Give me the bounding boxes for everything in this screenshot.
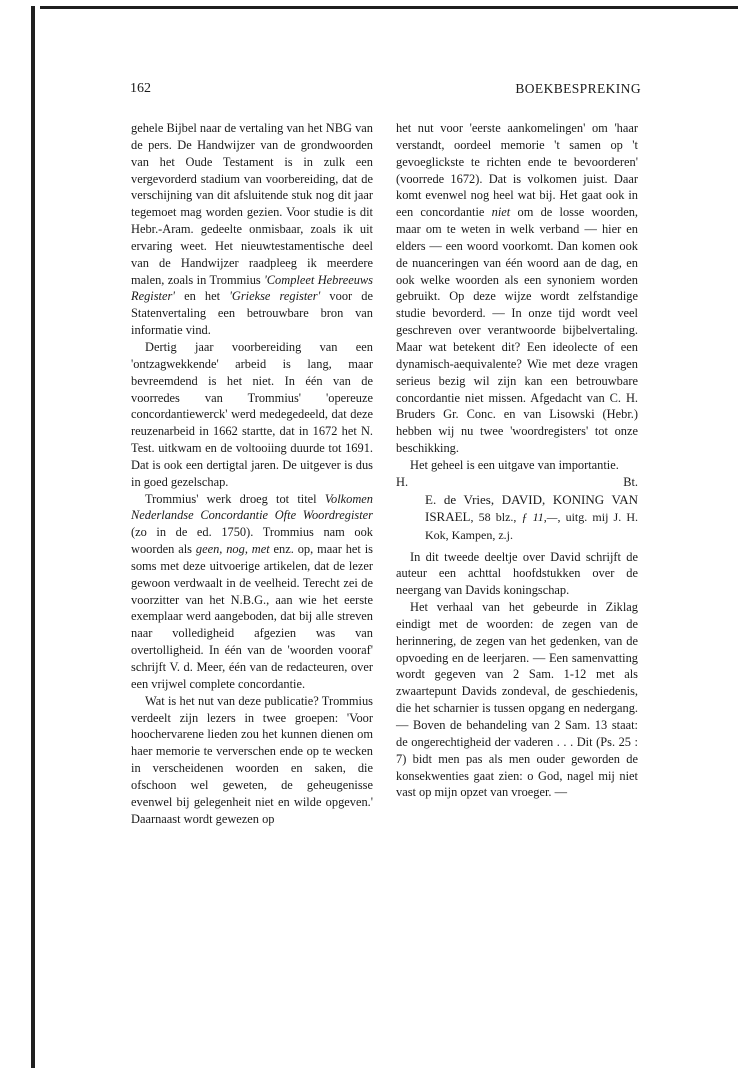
right-column (396, 120, 638, 801)
scan-edge-left (31, 6, 35, 1068)
paragraph: Het verhaal van het gebeurde in Ziklag eindigt met de woorden: de zegen van de herinnering, de zegen van het gedenken, van de opvoeding en de leerjaren. — Een samenvatting wordt gegeven van 2 Sam. 1-12 met als zwaartepunt Davids zondeval, de geschiedenis, die het scharnier is tussen opgang en nedergang. — Boven de behandeling van 2 Sam. 13 staat: de ongerechtigheid der vaderen . . . Dit (Ps. 25 : 7) bidt men pas als men ouder geworden de konsekwenties gaat zien: o God, nagel mij niet vast op mijn opzet van vroeger. — (396, 600, 638, 800)
text-run: Trommius' werk droeg tot titel (145, 491, 325, 506)
italic-title: 'Compleet Hebreeuws Register' (131, 272, 373, 304)
paragraph: In dit tweede deeltje over David schrijft de auteur een achttal hoofdstukken over de neergang van Davids koningschap. (396, 549, 638, 598)
book-reference (396, 491, 638, 544)
book-author: E. de Vries, (425, 491, 502, 507)
paragraph: Wat is het nut van deze publicatie? Trommius verdeelt zijn lezers in twee groepen: 'Voor hoochervarene lieden zou het kunnen dienen om haer memorie te ververschen ende op te wecken in verscheidenen woorden en saken, die ofschoon wel geweten, de geheugenisse evenwel bij gelegenheit niet en wilde opgeven.' Daarnaast wordt gewezen op (131, 693, 373, 826)
italic-word: niet (491, 205, 511, 220)
book-publisher: , uitg. mij J. H. Kok, Kampen, z.j. (425, 509, 638, 542)
left-column (131, 120, 373, 827)
text-run: enz. op, maar het is soms met deze uitvoerige artikelen, dat de lezer gewoon verdwaalt in de veelheid. Terecht zei de voorzitter van het N.B.G., aan wie het eerste exemplaar werd aangeboden, dat bij alle streven naar volledigheid afgezien was van overtolligheid. In één van de 'woorden vooraf' schrijft V. d. Meer, één van de redacteuren, over een vrijwel complete concordantie. (131, 542, 373, 691)
book-price: ƒ 11,— (521, 509, 558, 524)
book-title: DAVID, KONING VAN ISRAEL (425, 491, 638, 524)
paragraph (396, 120, 638, 457)
text-run: gehele Bijbel naar de vertaling van het NBG van de pers. De Handwijzer van de grondwoorden van het Oude Testament is in zulk een vergevorderd stadium van voorbereiding, dat de verschijning van dit afsluitende stuk nog dit jaar tegemoet mag worden gezien. Voor studie is dit Hebr.-Aram. gedeelte onmisbaar, zoals ik uit ervaring weet. Het nieuwtestamentische deel van de Handwijzer raadpleeg ik meerdere malen, zoals in Trommius (131, 121, 373, 287)
page-number: 162 (130, 81, 151, 96)
book-details: , 58 blz., (470, 509, 522, 524)
scan-edge-top (40, 6, 738, 9)
italic-words: geen, nog, met (195, 542, 270, 557)
italic-title: 'Griekse register' (229, 289, 321, 304)
paragraph (131, 120, 373, 339)
signature-initials: Bt. (623, 474, 638, 489)
text-run: voor de Statenvertaling een betrouwbare bron van informatie vind. (131, 289, 373, 338)
text-run: om de losse woorden, maar om te weten in welk verband — hier en elders — een woord voorkomt. Dan komen ook de nuanceringen van één woord aan de dag, en ook welke woorden als een synoniem worden gebruikt. Op deze wijze wordt zelfstandige studie bevorderd. — In onze tijd wordt veel geschreven over verantwoorde bijbelvertaling. Maar wat betekent dit? Een ideolecte of een dynamisch-aequivalente? Wie met deze vragen serieus bezig wil zijn kan een betrouwbare concordantie niet missen. Afgedacht van C. H. Bruders Gr. Conc. en van Lisowski (Hebr.) hebben wij nu twee 'woordregisters' tot onze beschikking. (396, 205, 638, 456)
review-signature (396, 474, 638, 491)
text-run: het nut voor 'eerste aankomelingen' om 'haar verstandt, oordeel memorie 't samen op 't gevoeglickste te richten ende te bevoorderen' (voorrede 1672). Dat is volkomen juist. Daar komt evenwel nog heel wat bij. Het gaat ook in een concordantie (396, 121, 638, 220)
italic-title: Volkomen Nederlandse Concordantie Ofte Woordregister (131, 491, 373, 523)
text-run: en het (174, 289, 230, 304)
text-run: (zo in de ed. 1750). Trommius nam ook woorden als (131, 525, 373, 557)
running-head: BOEKBESPREKING (515, 81, 641, 96)
paragraph: Dertig jaar voorbereiding van een 'ontzagwekkende' arbeid is lang, maar bevreemdend is het niet. In één van de voorredes van Trommius' 'opereuze concordantiewerck' werd medegedeeld, dat deze reuzenarbeid in 1662 startte, dat in 1672 het N. Test. uitkwam en de voltooiing duurde tot 1691. Dat is ook een dertigtal jaren. De uitgever is dus in goed gezelschap. (131, 339, 373, 489)
paragraph: Het geheel is een uitgave van importantie. (410, 457, 619, 472)
signature-initial: H. (396, 474, 409, 489)
paragraph (131, 491, 373, 693)
